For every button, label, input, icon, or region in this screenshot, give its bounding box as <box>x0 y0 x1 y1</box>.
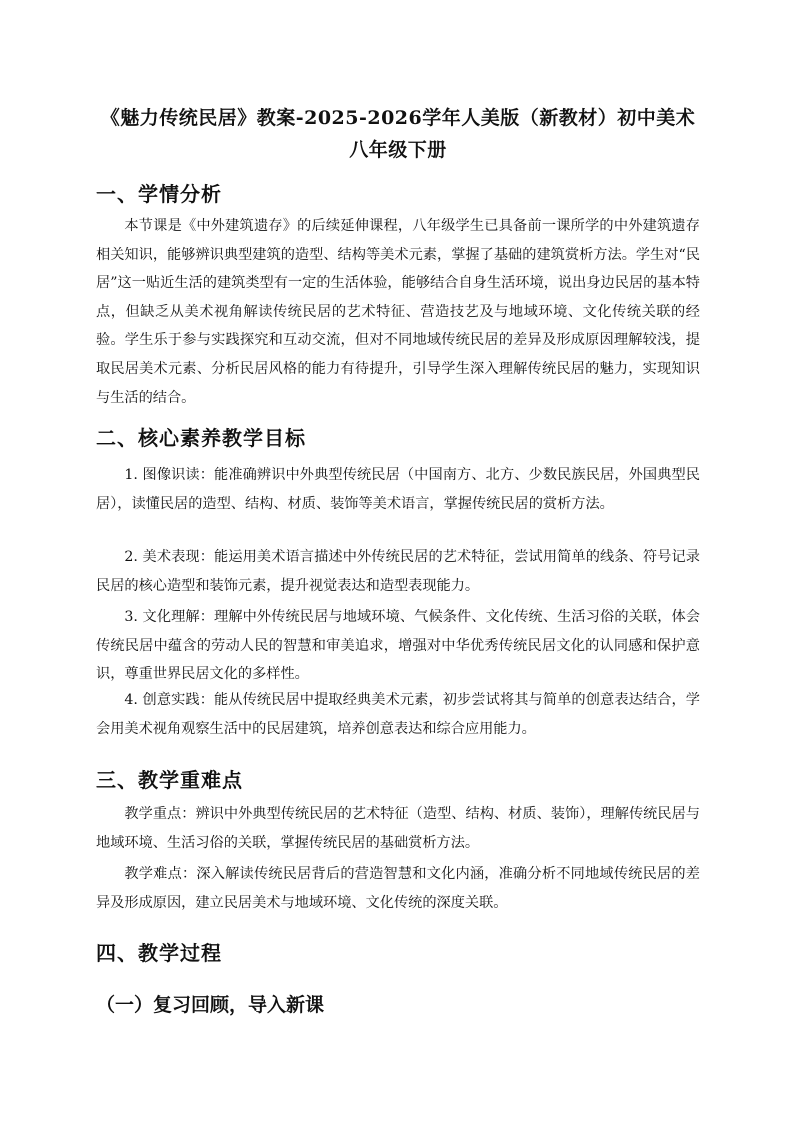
paragraph-objective-3: 3. 文化理解：理解中外传统民居与地域环境、气候条件、文化传统、生活习俗的关联，体会传统民居中蕴含的劳动人民的智慧和审美追求，增强对中华优秀传统民居文化的认同感和保护意识，尊重世界民居文化的多样性。 <box>96 609 700 683</box>
paragraph-objective-1: 1. 图像识读：能准确辨识中外典型传统民居（中国南方、北方、少数民族民居，外国典型民居），读懂民居的造型、结构、材质、装饰等美术语言，掌握传统民居的赏析方法。 <box>96 467 700 512</box>
paragraph-objective-4: 4. 创意实践：能从传统民居中提取经典美术元素，初步尝试将其与简单的创意表达结合，学会用美术视角观察生活中的民居建筑，培养创意表达和综合应用能力。 <box>96 692 700 737</box>
section-heading-objectives: 二、核心素养教学目标 <box>96 426 306 450</box>
section-heading-key-points: 三、教学重难点 <box>96 768 243 792</box>
paragraph-objective-2: 2. 美术表现：能运用美术语言描述中外传统民居的艺术特征，尝试用简单的线条、符号记录民居的核心造型和装饰元素，提升视觉表达和造型表现能力。 <box>96 549 700 594</box>
paragraph-key-point: 教学重点：辨识中外典型传统民居的艺术特征（造型、结构、材质、装饰），理解传统民居与地域环境、生活习俗的关联，掌握传统民居的基础赏析方法。 <box>96 806 700 851</box>
paragraph-difficulty: 教学难点：深入解读传统民居背后的营造智慧和文化内涵，准确分析不同地域传统民居的差异及形成原因，建立民居美术与地域环境、文化传统的深度关联。 <box>96 866 700 911</box>
document-title: 《魅力传统民居》教案-2025-2026学年人美版（新教材）初中美术八年级下册 <box>100 107 696 161</box>
paragraph-learner-analysis: 本节课是《中外建筑遗存》的后续延伸课程，八年级学生已具备前一课所学的中外建筑遗存相关知识，能够辨识典型建筑的造型、结构等美术元素，掌握了基础的建筑赏析方法。学生对“民居”这一贴近生活的建筑类型有一定的生活体验，能够结合自身生活环境，说出身边民居的基本特点，但缺乏从美术视角解读传统民居的艺术特征、营造技艺及与地域环境、文化传统关联的经验。学生乐于参与实践探究和互动交流，但对不同地域传统民居的差异及形成原因理解较浅，提取民居美术元素、分析民居风格的能力有待提升，引导学生深入理解传统民居的魅力，实现知识与生活的结合。 <box>96 218 700 406</box>
section-heading-learner-analysis: 一、学情分析 <box>96 182 222 206</box>
subsection-heading-review: （一）复习回顾，导入新课 <box>96 994 325 1016</box>
section-heading-process: 四、教学过程 <box>96 941 222 965</box>
